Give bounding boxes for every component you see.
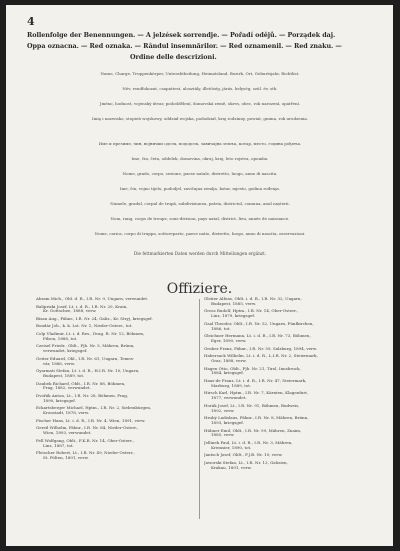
entry-line: Hrubý Ladislaus, Fähnr., I.R. Nr. 8, Mähren, Brünn, [204,416,309,421]
list-entry [36,394,196,404]
entry-line: Colp Vladimir, Lt. i. d. Res., Drag. R. Nr. 12, Böhmen, [36,331,145,336]
entry-line: Graz, 1888, verw. [211,359,247,364]
entry-line: Bisan Aug., Fähnr., I.R. Nr. 24, Galiz., Kr. Stryj, kriegsgef. [36,316,153,321]
abbreviation-line: Име и презиме, чин, војнички одсек, пододсек, завичајна земља, котар, место, година рођења. [98,141,302,146]
abbreviation-line: Jméno, hodnost, vojenský útvar, pododdělení, domovská země, okres, obec, rok narození, opatření. [99,101,301,106]
list-entry [204,347,380,352]
abbreviation-line: Nom, rang, corps de troupe, sous-division, pays natal, district, lieu, année de naissance. [110,216,290,221]
list-entry [204,297,380,307]
section-title: Offiziere. [166,281,233,297]
entry-line: Hirsch Karl, Hptm., I.R. Nr. 7, Kärnten, Klagenfurt, [204,391,309,396]
entry-line: 1885, verw. [211,433,235,438]
list-entry [204,461,380,471]
entry-line: Fischer Hans, Lt. i. d. R., I.R. Nr. 4, Wien, 1891, verw. [36,418,146,423]
entry-line: Eckartsberger Michael, Hptm., I.R. Nr. 2, Siebenbürgen, [36,406,152,411]
entry-line: Baliprizki Josef, Lt. i. d. R., I.R. Nr. 20, Krain, [36,304,128,309]
entry-line: Dvořák Anton, Lt., I.R. Nr. 28, Böhmen, Prag, [36,393,129,398]
list-entry [204,429,380,439]
abbreviation-line: Name, Charge, Truppenkörper, Unterabtheilung, Heimatsland, Bezirk, Ort, Geburtsjahr, Richtlist. [100,71,300,76]
abbreviation-line: Numele, gradul, corpul de trupă, subdiviziunea, patria, districtul, comuna, anul nașterii. [110,201,290,206]
abbreviation-line: Név, rendfokozat, csapattest, alosztály, illetőség, járás, helység, szül. év, stb. [122,86,278,91]
list-entry [204,391,380,401]
entry-line: verwundet, kriegsgef. [43,349,88,354]
entry-line: 1884, kriegsgef. [211,371,244,376]
entry-line: Eger, 1890, verw. [211,339,247,344]
entry-line: Pilsen, 1888, tot. [43,336,78,341]
entry-line: Kr. Gottschee, 1888, verw. [43,309,97,314]
entry-line: Haas-de Franz, Lt. i. d. R., I.R. Nr. 47, Steiermark, [204,378,307,383]
list-entry [36,344,196,354]
list-entry [36,297,196,302]
entry-line: Gaal Theodor, Oblt., I.R. Nr. 52, Ungarn, Fünfkirchen, [204,321,314,326]
list-entry [36,419,196,424]
entry-line: Jantsch Josef, Oblt., F.J.B. Nr. 10, verw. [204,453,283,458]
entry-line: Hagen Otto, Oblt., Fjb. Nr. 21, Tirol, Innsbruck, [204,366,301,371]
left-column [36,297,196,529]
entry-line: Gruber Franz, Fähnr., I.R. Nr. 59, Salzburg, 1894, verw. [204,346,318,351]
entry-line: Czeisel Friedr., Oblt., Fjb. Nr. 5, Mähren, Brünn, [36,344,135,349]
page-number: 4 [27,15,35,28]
entry-line: 1877, verwundet. [211,396,247,401]
entry-line: Gerstl Wilhelm, Fähnr., I.R. Nr. 84, Nieder-Österr., [36,426,139,431]
abbreviation-line: Nome, carica, corpo di truppa, sottoreparto, paese natio, distretto, luogo, anno di nascita, osservazioni. [94,231,306,236]
entry-line: 1893, kriegsgef. [211,421,244,426]
list-entry [36,305,196,315]
entry-line: Geiter Eduard, Obl., I.R. Nr. 61, Ungarn, Temes- [36,356,135,361]
entry-line: Jellinek Paul, Lt. i. d. R., I.R. Nr. 3, Mähren, [204,440,293,445]
entry-line: Budapest, 1889, tot. [43,374,85,379]
entry-line: Daubek Richard, Oblt., I.R. Nr. 88, Böhmen, [36,381,126,386]
list-entry [204,379,380,389]
list-entry [36,324,196,329]
list-entry [204,416,380,426]
entry-line: Prag, 1882, verwundet. [43,386,91,391]
entry-line: vár, 1886, verw. [43,361,76,366]
entry-line: 1886, tot. [211,326,231,331]
entry-line: Bondár Joh., k. k. Lst. Nr. 1, Nieder-Österr., tot. [36,324,133,329]
list-entry [204,309,380,319]
entry-line: Abram Mich., Obl. d. R., I.R. Nr. 9, Ungarn, verwundet. [36,297,149,301]
entry-line: Horák Josef, Lt., I.R. Nr. 91, Böhmen, Budweis, [204,403,300,408]
entry-line: Gleichner Hermann, Lt. i. d. R., I.R. Nr. 73, Böhmen, [204,334,311,339]
entry-line: St. Pölten, 1891, verw. [43,455,89,460]
list-entry [36,382,196,392]
abbreviation-line: Nome, grado, corpo, sezione, paese natale, distretto, luogo, anno di nascita. [122,171,278,176]
list-entry [204,367,380,377]
header-line-2: Oppa oznacna. — Red oznaka. — Rândul insemnărilor. — Red oznamenil. — Red znaku. — [27,42,342,50]
document-sheet [6,5,393,546]
list-entry [204,404,380,414]
entry-line: Gleiter Alfons, Oblt. i. d. R., I.R. Nr. 32, Ungarn, [204,297,302,301]
list-entry [36,369,196,379]
list-entry [204,453,380,458]
entry-line: Kronstadt, 1878, verw. [43,411,90,416]
entry-line: Linz, 1887, tot. [43,443,74,448]
abbreviation-line: Imię i nazwisko, stopień wojskowy, oddział wojska, pododział, kraj rodzinny, powiat, gmina, rok urodzenia. [92,116,308,121]
entry-line: Linz, 1879, kriegsgef. [211,314,256,319]
list-entry [204,441,380,451]
entry-line: Marburg, 1889, tot. [211,383,252,388]
list-entry [36,317,196,322]
note-line: Die fettmarkierten Daten werden durch Mitteilungen ergänzt. [133,251,267,256]
entry-line: Wien, 1893, verwundet. [43,431,92,436]
list-entry [36,426,196,436]
entry-line: Kremsier, 1890, tot. [211,445,252,450]
list-entry [36,332,196,342]
column-divider [199,299,200,519]
list-entry [36,406,196,416]
entry-line: Jaworski Stefan, Lt., I.R. Nr. 13, Galizien, [204,460,288,465]
list-entry [204,334,380,344]
entry-line: Habersack Wilhelm, Lt. i. d. R., L.I.R. Nr. 2, Steiermark, [204,354,318,359]
entry-line: Budapest, 1885, verw. [211,301,257,306]
entry-line: Fleischer Robert, Lt., I.R. Nr. 49, Nieder-Österr., [36,451,135,456]
abbreviation-line: Ime, čin, četa, oddelek, domovina, okraj, kraj, leto rojstva, opomba. [131,156,269,161]
list-entry [204,354,380,364]
entry-line: Gyarmati Stefan, Lt. i. d. R., H.I.R. Nr. 10, Ungarn, [36,369,140,374]
list-entry [36,439,196,449]
entry-line: Krakau, 1891, verw. [211,465,252,470]
abbreviation-line: Ime, čin, vojno tijelo, pododjel, zavičajna zemlja, kotar, mjesto, godina rođenja. [119,186,281,191]
header-line-1: Rollenfolge der Benennungen. — A jelzések sorrendje. — Pořadí odějů. — Porządek daj. [27,31,336,39]
list-entry [36,357,196,367]
entry-line: 1890, kriegsgef. [43,398,76,403]
entry-line: Gross Rudolf, Hptm., I.R. Nr. 14, Ober-Österr., [204,309,299,314]
list-entry [204,322,380,332]
entry-line: Hübner Emil, Oblt., I.R. Nr. 99, Mähren, Znaim, [204,428,302,433]
right-column [204,297,380,529]
entry-line: Fell Wolfgang, Oblt., F.K.R. Nr. 14, Ober-Österr., [36,438,135,443]
list-entry [36,451,196,461]
entry-line: 1892, verw. [211,408,235,413]
header-line-3: Ordine delle descrizioni. [130,53,217,61]
